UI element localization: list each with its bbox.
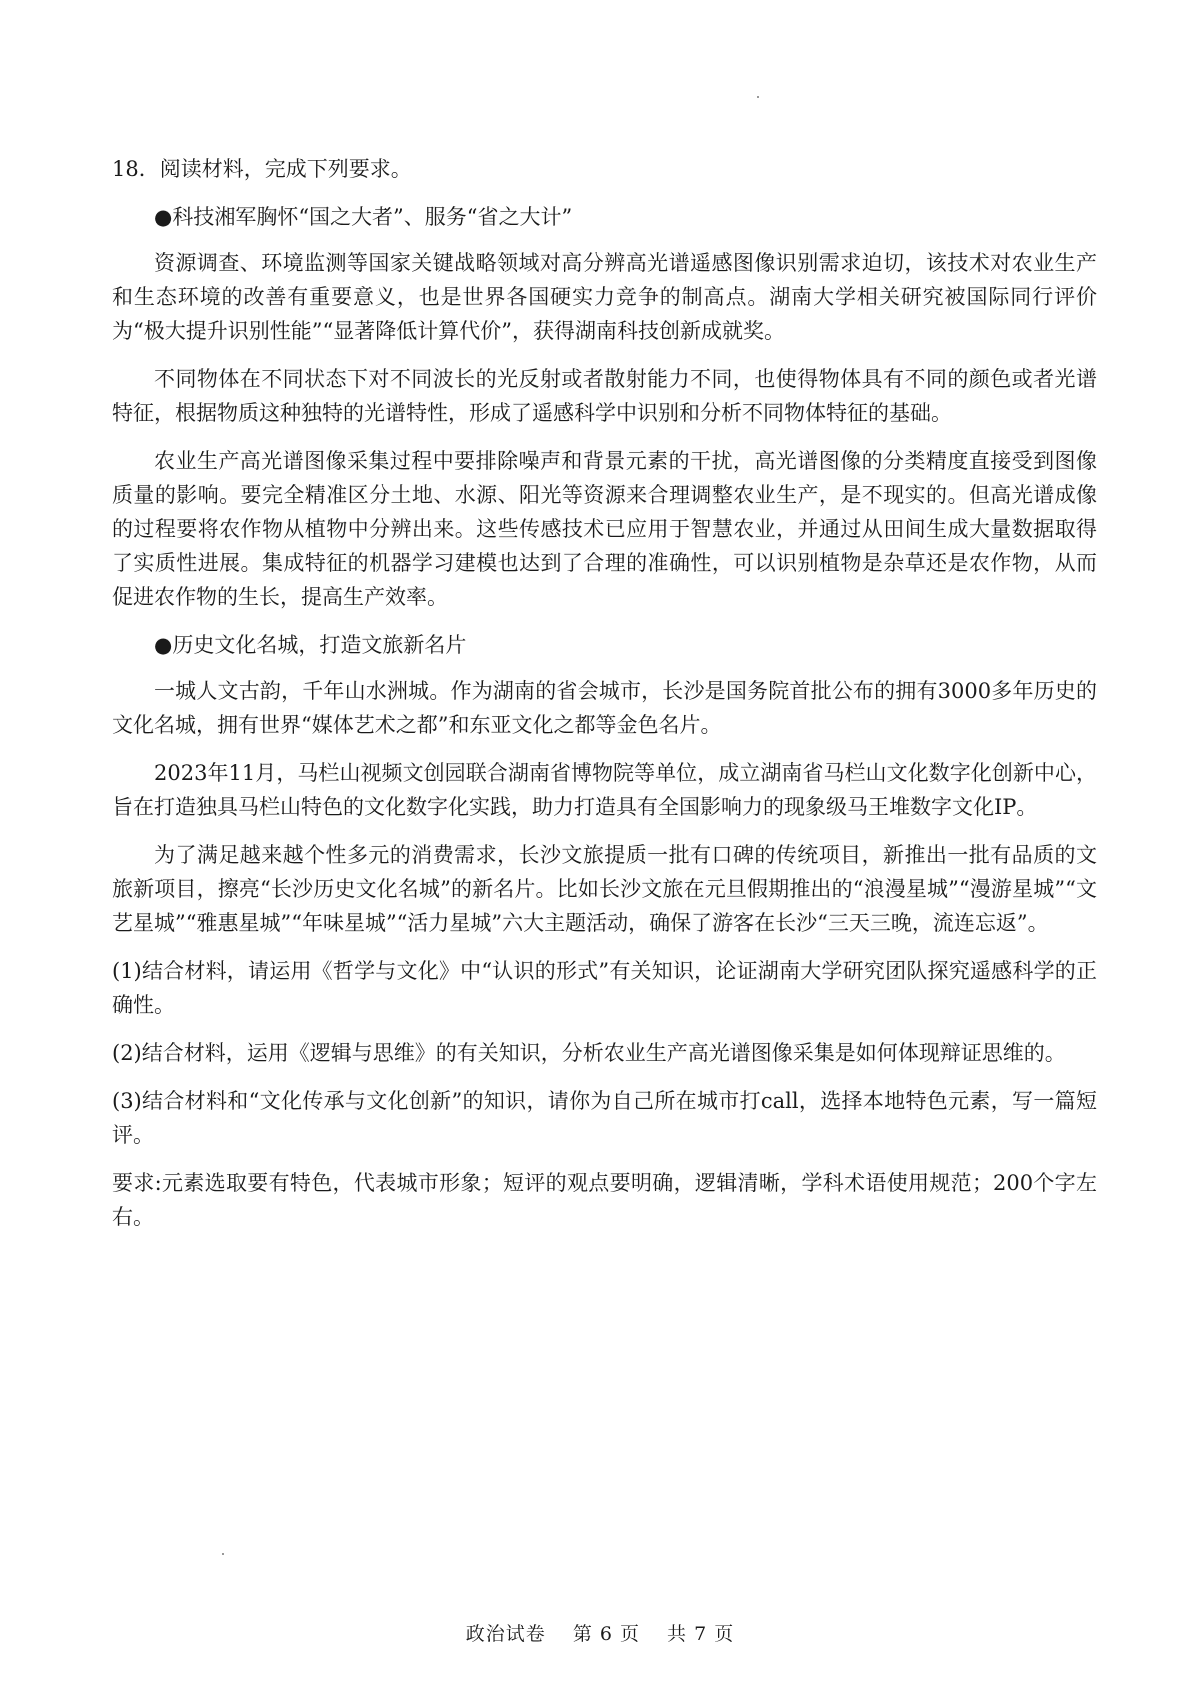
footer-total-pages: 共 7 页 [667, 1623, 735, 1645]
question-header: 18．阅读材料，完成下列要求。 [112, 157, 412, 181]
section-heading-tech: ●科技湘军胸怀“国之大者”、服务“省之大计” [154, 205, 573, 229]
footer-page-number: 第 6 页 [572, 1623, 640, 1645]
scan-speck [222, 1553, 224, 1555]
material-paragraph: 资源调查、环境监测等国家关键战略领域对高分辨高光谱遥感图像识别需求迫切，该技术对农业生产和生态环境的改善有重要意义，也是世界各国硬实力竞争的制高点。湖南大学相关研究被国际同行评价为“极大提升识别性能”“显著降低计算代价”，获得湖南科技创新成就奖。 [112, 251, 1097, 343]
material-paragraph: 农业生产高光谱图像采集过程中要排除噪声和背景元素的干扰，高光谱图像的分类精度直接受到图像质量的影响。要完全精准区分土地、水源、阳光等资源来合理调整农业生产，是不现实的。但高光谱成像的过程要将农作物从植物中分辨出来。这些传感技术已应用于智慧农业，并通过从田间生成大量数据取得了实质性进展。集成特征的机器学习建模也达到了合理的准确性，可以识别植物是杂草还是农作物，从而促进农作物的生长，提高生产效率。 [112, 449, 1097, 609]
sub-question-3: (3)结合材料和“文化传承与文化创新”的知识，请你为自己所在城市打call，选择本地特色元素，写一篇短评。 [112, 1089, 1097, 1147]
sub-question-2: (2)结合材料，运用《逻辑与思维》的有关知识，分析农业生产高光谱图像采集是如何体现辩证思维的。 [112, 1041, 1066, 1065]
footer-subject: 政治试卷 [465, 1623, 546, 1645]
page-footer [0, 1617, 1200, 1651]
scan-speck [757, 96, 759, 98]
section-heading-culture: ●历史文化名城，打造文旅新名片 [154, 633, 467, 657]
material-paragraph: 2023年11月，马栏山视频文创园联合湖南省博物院等单位，成立湖南省马栏山文化数字化创新中心，旨在打造独具马栏山特色的文化数字化实践，助力打造具有全国影响力的现象级马王堆数字文化IP。 [112, 761, 1097, 819]
sub-question-1: (1)结合材料，请运用《哲学与文化》中“认识的形式”有关知识，论证湖南大学研究团队探究遥感科学的正确性。 [112, 959, 1097, 1017]
material-paragraph: 不同物体在不同状态下对不同波长的光反射或者散射能力不同，也使得物体具有不同的颜色或者光谱特征，根据物质这种独特的光谱特性，形成了遥感科学中识别和分析不同物体特征的基础。 [112, 367, 1097, 425]
material-paragraph: 一城人文古韵，千年山水洲城。作为湖南的省会城市，长沙是国务院首批公布的拥有3000多年历史的文化名城，拥有世界“媒体艺术之都”和东亚文化之都等金色名片。 [112, 679, 1097, 737]
question-content [112, 152, 1097, 1248]
answer-requirement: 要求:元素选取要有特色，代表城市形象；短评的观点要明确，逻辑清晰，学科术语使用规范；200个字左右。 [112, 1171, 1097, 1229]
material-paragraph: 为了满足越来越个性多元的消费需求，长沙文旅提质一批有口碑的传统项目，新推出一批有品质的文旅新项目，擦亮“长沙历史文化名城”的新名片。比如长沙文旅在元旦假期推出的“浪漫星城”“漫游星城”“文艺星城”“雅惠星城”“年味星城”“活力星城”六大主题活动，确保了游客在长沙“三天三晚，流连忘返”。 [112, 843, 1097, 935]
